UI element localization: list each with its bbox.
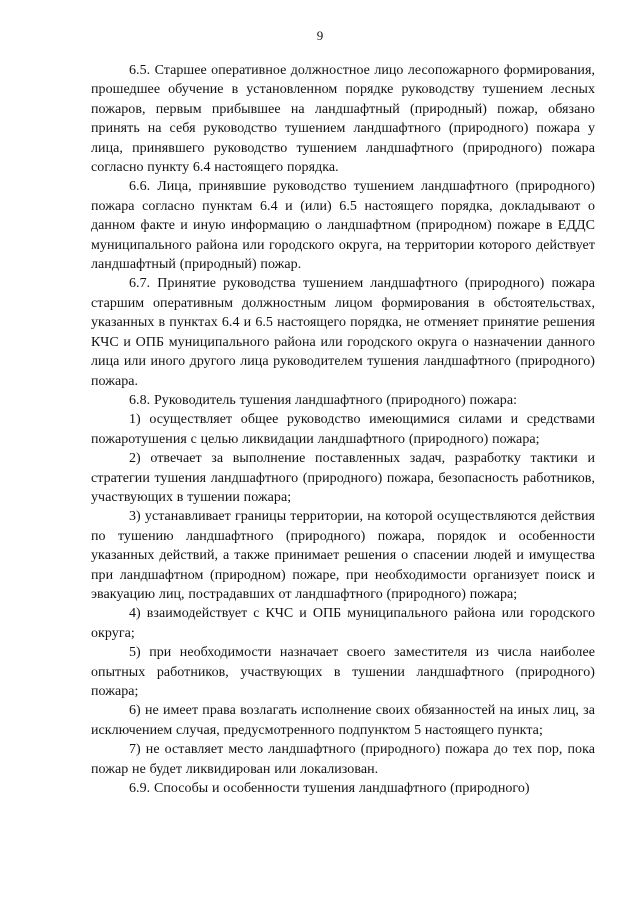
list-item-3: 3) устанавливает границы территории, на которой осуществляются действия по тушению ландшафтного (природного) пожара, порядок и особенности указанных действий, а также принимает решения о спасении людей и имущества при ландшафтном (природном) пожаре, при необходимости организует поиск и эвакуацию лиц, пострадавших от ландшафтного (природного) пожара; (91, 509, 595, 602)
list-item-1: 1) осуществляет общее руководство имеющимися силами и средствами пожаротушения с целью ликвидации ландшафтного (природного) пожара; (91, 412, 595, 447)
paragraph-6-9: 6.9. Способы и особенности тушения ландшафтного (природного) (129, 781, 530, 797)
list-item-2: 2) отвечает за выполнение поставленных задач, разработку тактики и стратегии тушения ландшафтного (природного) пожара, безопасность работников, участвующих в тушении пожара; (91, 451, 595, 505)
list-item-4: 4) взаимодействует с КЧС и ОПБ муниципального района или городского округа; (91, 606, 595, 641)
document-body (91, 61, 595, 798)
list-item-5: 5) при необходимости назначает своего заместителя из числа наиболее опытных работников, участвующих в тушении ландшафтного (природного) пожара; (91, 645, 595, 699)
paragraph-6-5: 6.5. Старшее оперативное должностное лицо лесопожарного формирования, прошедшее обучение в установленном порядке руководству тушением лесных пожаров, первым прибывшее на ландшафтный (природный) пожар, обязано принять на себя руководство тушением ландшафтного (природного) пожара у лица, принявшего руководство тушением ландшафтного (природного) пожара согласно пункту 6.4 настоящего порядка. (91, 63, 595, 176)
paragraph-6-6: 6.6. Лица, принявшие руководство тушением ландшафтного (природного) пожара согласно пунктам 6.4 и (или) 6.5 настоящего порядка, докладывают о данном факте и иную информацию о ландшафтном (природном) пожаре в ЕДДС муниципального района или городского округа, на территории которого действует ландшафтный (природный) пожар. (91, 179, 595, 273)
page-number: 9 (316, 28, 324, 43)
list-item-7: 7) не оставляет место ландшафтного (природного) пожара до тех пор, пока пожар не будет ликвидирован или локализован. (91, 742, 595, 777)
paragraph-6-7: 6.7. Принятие руководства тушением ландшафтного (природного) пожара старшим оперативным должностным лицом формирования в обстоятельствах, указанных в пунктах 6.4 и 6.5 настоящего порядка, не отменяет принятие решения КЧС и ОПБ муниципального района или городского округа о назначении данного лица или иного другого лица руководителем тушения ландшафтного (природного) пожара. (91, 276, 595, 389)
paragraph-6-8: 6.8. Руководитель тушения ландшафтного (природного) пожара: (129, 392, 518, 408)
list-item-6: 6) не имеет права возлагать исполнение своих обязанностей на иных лиц, за исключением случая, предусмотренного подпунктом 5 настоящего пункта; (91, 703, 595, 738)
